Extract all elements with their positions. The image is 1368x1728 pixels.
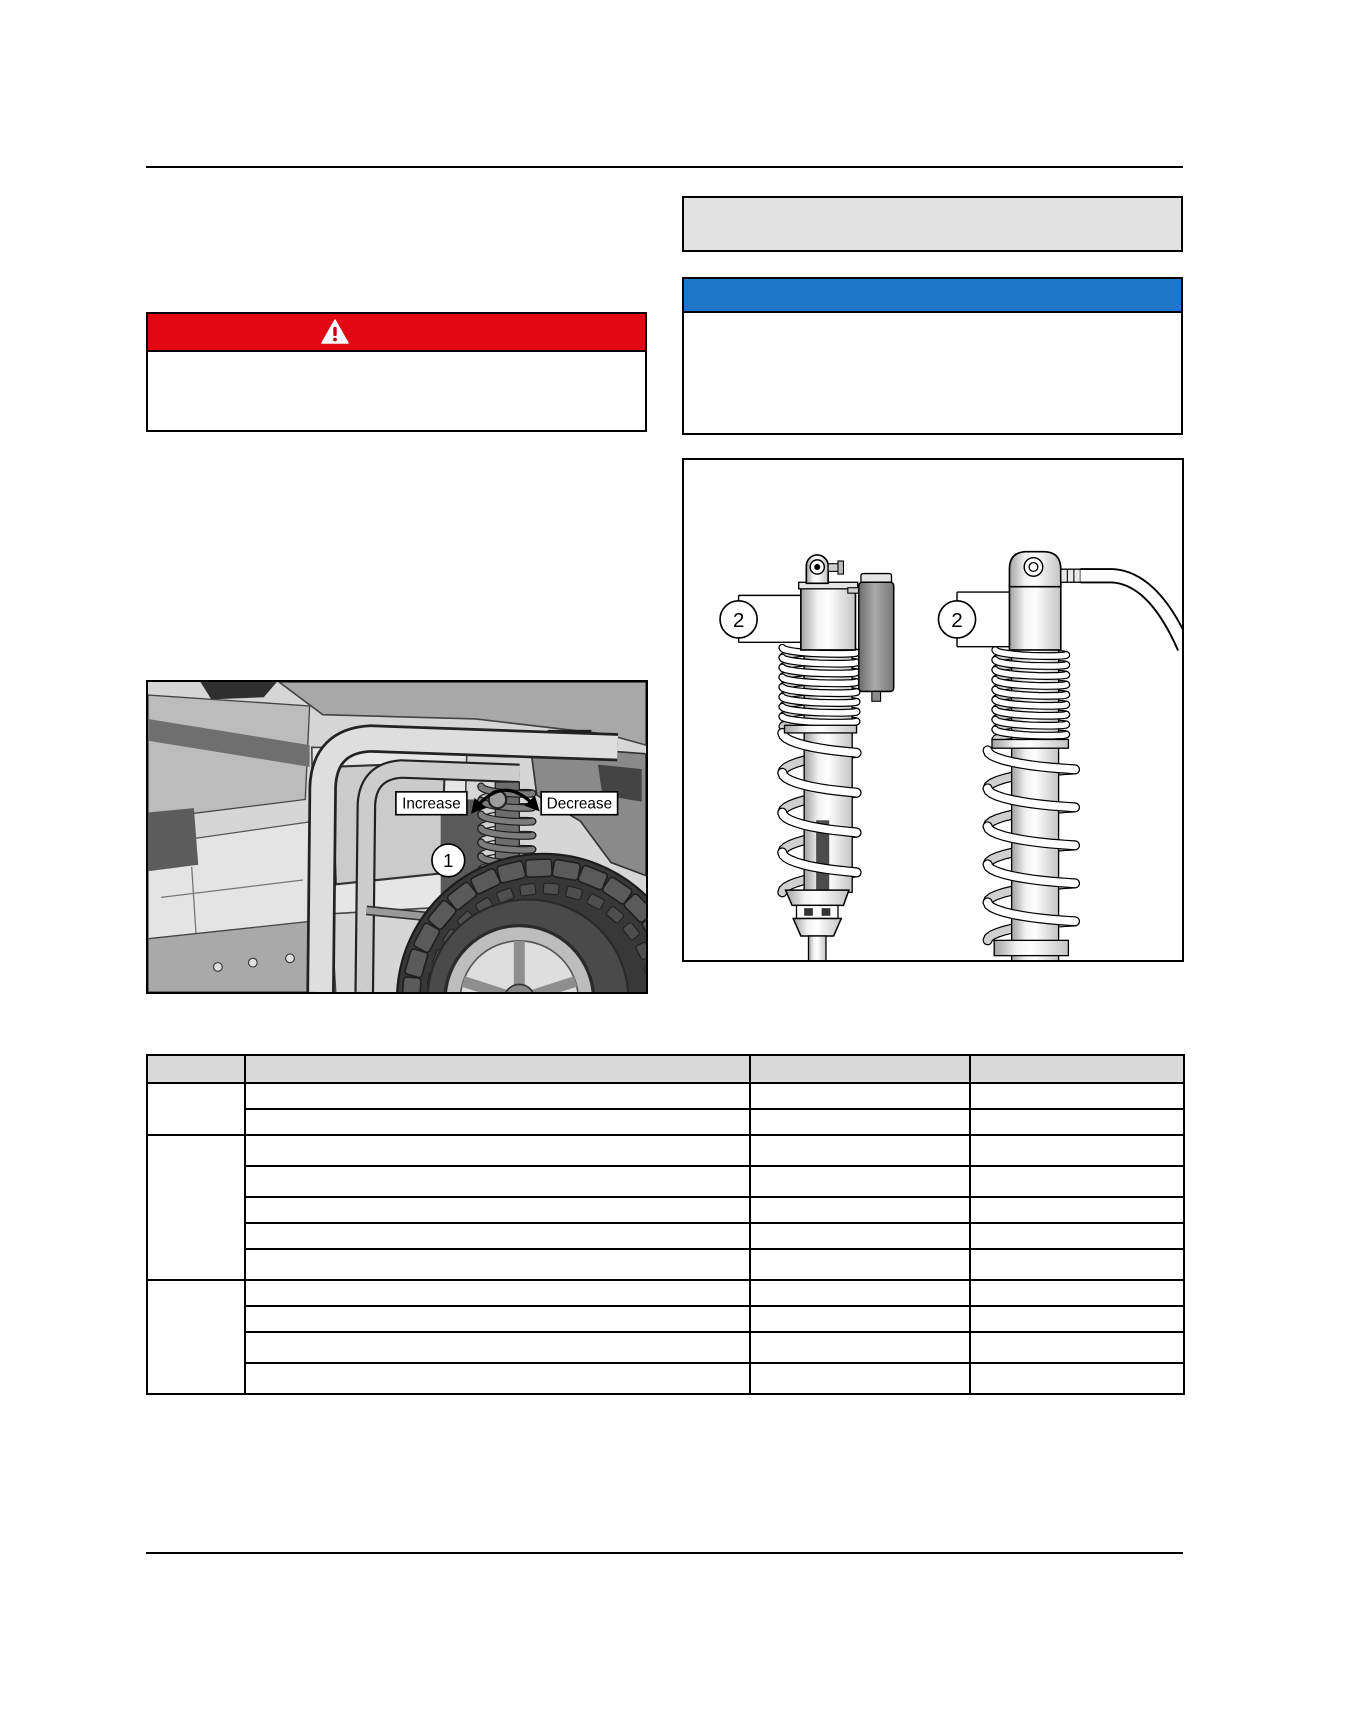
increase-callout bbox=[396, 792, 467, 815]
table-cell bbox=[970, 1249, 1184, 1280]
shock-illustration-figure bbox=[682, 458, 1184, 962]
table-cell bbox=[750, 1332, 970, 1363]
table-row bbox=[147, 1109, 1184, 1135]
rocker-bolt bbox=[286, 954, 295, 963]
table-cell bbox=[245, 1223, 750, 1249]
header-cell bbox=[970, 1055, 1184, 1083]
warning-exclamation-bar bbox=[333, 327, 336, 336]
table-cell bbox=[245, 1135, 750, 1166]
table-cell bbox=[970, 1280, 1184, 1306]
table-cell bbox=[245, 1109, 750, 1135]
header-rule bbox=[146, 166, 1183, 168]
seat-cushion bbox=[148, 808, 198, 871]
group-cell bbox=[147, 1083, 245, 1135]
table-cell bbox=[750, 1197, 970, 1223]
adjuster-photo bbox=[148, 682, 646, 992]
table-cell bbox=[245, 1249, 750, 1280]
left-shock-spring-collar bbox=[784, 725, 856, 733]
table-cell bbox=[245, 1083, 750, 1109]
header-cell bbox=[245, 1055, 750, 1083]
table-row bbox=[147, 1306, 1184, 1332]
table-cell bbox=[245, 1332, 750, 1363]
spec-table bbox=[146, 1054, 1185, 1395]
table-cell bbox=[750, 1306, 970, 1332]
table-row bbox=[147, 1249, 1184, 1280]
table-cell bbox=[970, 1223, 1184, 1249]
table-cell bbox=[750, 1280, 970, 1306]
group-cell bbox=[147, 1135, 245, 1280]
left-shock-bracket-hole bbox=[822, 908, 831, 916]
warning-box bbox=[146, 312, 647, 432]
left-shock-lower-mount bbox=[793, 919, 841, 936]
notice-header bbox=[684, 279, 1181, 313]
notice-box bbox=[682, 277, 1183, 435]
table-cell bbox=[970, 1197, 1184, 1223]
decrease-label: Decrease bbox=[546, 795, 613, 813]
table-cell bbox=[750, 1109, 970, 1135]
hose-fitting bbox=[1061, 569, 1081, 582]
table-row bbox=[147, 1135, 1184, 1166]
header-cell bbox=[147, 1055, 245, 1083]
left-shock-nut bbox=[838, 561, 843, 574]
reservoir-valve bbox=[872, 691, 881, 701]
table-cell bbox=[970, 1135, 1184, 1166]
table-cell bbox=[970, 1109, 1184, 1135]
group-cell bbox=[147, 1280, 245, 1394]
table-cell bbox=[970, 1332, 1184, 1363]
table-header-row bbox=[147, 1055, 1184, 1083]
header-cell bbox=[750, 1055, 970, 1083]
tire-tread-block bbox=[552, 859, 581, 881]
tire-tread-block bbox=[525, 859, 552, 877]
left-shock-bracket-hole bbox=[804, 908, 813, 916]
table-cell bbox=[750, 1249, 970, 1280]
right-shock-eyelet-bushing bbox=[1029, 563, 1038, 572]
increase-label: Increase bbox=[402, 795, 461, 813]
table-row bbox=[147, 1083, 1184, 1109]
figure-background bbox=[684, 460, 1182, 960]
table-cell bbox=[750, 1223, 970, 1249]
table-row bbox=[147, 1223, 1184, 1249]
table-cell bbox=[245, 1280, 750, 1306]
table-cell bbox=[245, 1197, 750, 1223]
note-box bbox=[682, 196, 1183, 252]
warning-triangle-icon bbox=[321, 319, 349, 344]
right-shock-spring-collar bbox=[992, 739, 1068, 748]
warning-header bbox=[148, 314, 645, 352]
tire-shoulder-block bbox=[520, 883, 537, 896]
shock-illustration bbox=[684, 460, 1182, 960]
right-shock-lower-collar bbox=[994, 940, 1068, 955]
table-row bbox=[147, 1197, 1184, 1223]
table-cell bbox=[750, 1135, 970, 1166]
warning-exclamation-dot bbox=[333, 338, 337, 342]
table-cell bbox=[750, 1166, 970, 1197]
adjuster-callout-number: 1 bbox=[443, 849, 454, 871]
decrease-callout bbox=[541, 792, 617, 815]
table-row bbox=[147, 1280, 1184, 1306]
left-shock-body bbox=[801, 584, 856, 650]
left-shock-bottom-cup bbox=[786, 890, 849, 905]
rocker-bolt bbox=[248, 958, 257, 967]
rocker-bolt bbox=[214, 963, 223, 972]
left-callout-number: 2 bbox=[732, 609, 745, 633]
table-cell bbox=[750, 1083, 970, 1109]
left-shock-bottom-bracket bbox=[796, 905, 838, 918]
table-cell bbox=[970, 1306, 1184, 1332]
left-shock-eyelet-bushing bbox=[814, 564, 820, 570]
table-cell bbox=[970, 1083, 1184, 1109]
tire-shoulder-block bbox=[543, 883, 559, 895]
right-shock-body bbox=[1009, 584, 1060, 650]
footer-rule bbox=[146, 1552, 1183, 1554]
right-callout-number: 2 bbox=[951, 609, 963, 633]
tire-tread-block bbox=[402, 977, 421, 992]
table-row bbox=[147, 1332, 1184, 1363]
table-cell bbox=[970, 1166, 1184, 1197]
table-cell bbox=[245, 1306, 750, 1332]
table-row bbox=[147, 1363, 1184, 1394]
left-shock-lower-rod bbox=[809, 936, 826, 960]
table-cell bbox=[245, 1166, 750, 1197]
table-cell bbox=[750, 1363, 970, 1394]
table-cell bbox=[970, 1363, 1184, 1394]
adjuster-callout bbox=[432, 844, 465, 877]
table-cell bbox=[245, 1363, 750, 1394]
reservoir-body bbox=[859, 582, 894, 691]
table-row bbox=[147, 1166, 1184, 1197]
adjuster-photo-figure bbox=[146, 680, 648, 994]
